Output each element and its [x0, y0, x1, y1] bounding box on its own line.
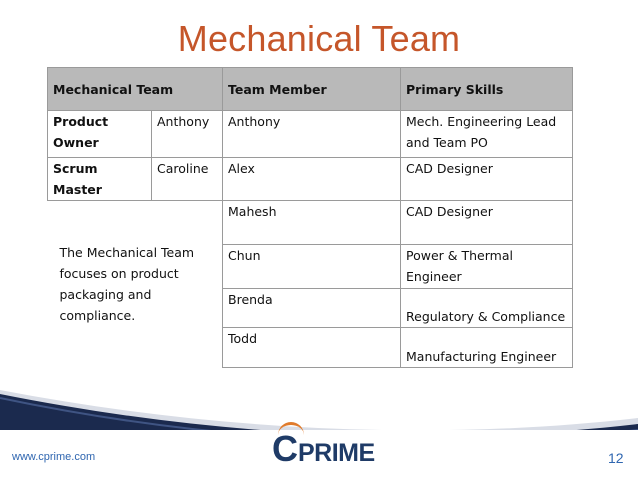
- member-cell: Anthony: [223, 111, 401, 158]
- team-table: [47, 67, 573, 368]
- skills-cell: Manufacturing Engineer: [401, 328, 573, 368]
- table-row: [48, 111, 573, 158]
- member-cell: Brenda: [223, 289, 401, 328]
- column-header: Primary Skills: [401, 68, 573, 111]
- footer-url[interactable]: www.cprime.com: [12, 451, 96, 463]
- skills-cell: Mech. Engineering Lead and Team PO: [401, 111, 573, 158]
- skills-cell: Regulatory & Compliance: [401, 289, 573, 328]
- skills-cell: CAD Designer: [401, 158, 573, 201]
- column-header: Mechanical Team: [48, 68, 223, 111]
- role-person-cell: Caroline: [152, 158, 223, 201]
- slide-title: Mechanical Team: [177, 18, 461, 59]
- table-row: [48, 158, 573, 201]
- member-cell: Todd: [223, 328, 401, 368]
- team-description: The Mechanical Team focuses on product packaging and compliance.: [59, 245, 195, 324]
- column-header: Team Member: [223, 68, 401, 111]
- skills-cell: CAD Designer: [401, 201, 573, 245]
- cprime-logo: [272, 428, 392, 469]
- role-cell: Scrum Master: [48, 158, 152, 201]
- page-number: 12: [608, 450, 624, 466]
- member-cell: Chun: [223, 245, 401, 289]
- logo-text: PRIME: [298, 439, 375, 467]
- logo-letter: C: [272, 428, 297, 469]
- table-header-row: [48, 68, 573, 111]
- skills-cell: Power & Thermal Engineer: [401, 245, 573, 289]
- table-row: [48, 201, 573, 245]
- member-cell: Alex: [223, 158, 401, 201]
- role-person-cell: Anthony: [152, 111, 223, 158]
- role-cell: Product Owner: [48, 111, 152, 158]
- member-cell: Mahesh: [223, 201, 401, 245]
